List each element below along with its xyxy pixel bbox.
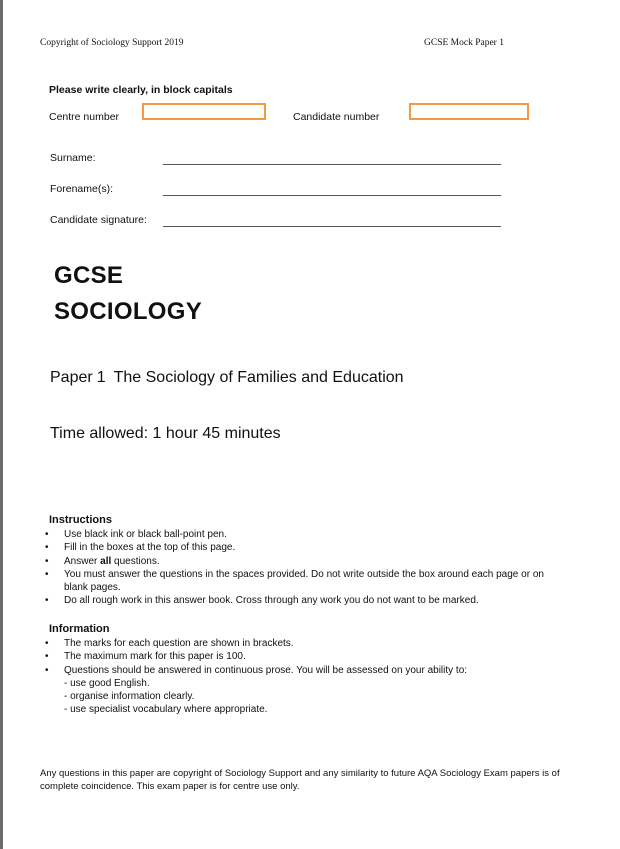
surname-line[interactable] xyxy=(163,164,501,165)
list-item: • Answer all questions. xyxy=(45,555,160,567)
exam-title xyxy=(54,258,202,330)
exam-title-line1: GCSE xyxy=(54,262,124,289)
header-copyright: Copyright of Sociology Support 2019 xyxy=(40,38,184,48)
information-heading: Information xyxy=(49,623,110,635)
centre-number-label: Centre number xyxy=(49,111,120,123)
sub-list-item: - use good English. xyxy=(64,677,150,689)
paper-title xyxy=(50,369,404,387)
bullet-icon: • xyxy=(45,529,49,540)
bullet-icon: • xyxy=(45,664,49,676)
header-paper-ref: GCSE Mock Paper 1 xyxy=(424,38,504,48)
forename-line[interactable] xyxy=(163,195,501,196)
list-item: • The maximum mark for this paper is 100. xyxy=(45,651,246,663)
footer-note: Any questions in this paper are copyright of Sociology Support and any similarity to future AQA Sociology Exam papers is of complete coincidence. This exam paper is for centre use only. xyxy=(40,768,560,792)
assessment-criteria-list xyxy=(64,677,570,717)
bullet-icon: • xyxy=(45,555,49,567)
bullet-icon: • xyxy=(45,568,49,580)
page-left-edge xyxy=(0,0,3,849)
centre-number-box[interactable] xyxy=(142,103,266,120)
sub-list-item: - use specialist vocabulary where appropriate. xyxy=(64,704,268,716)
bullet-icon: • xyxy=(45,595,49,607)
candidate-block-title: Please write clearly, in block capitals xyxy=(49,84,233,96)
instructions-list xyxy=(45,528,570,608)
surname-label: Surname: xyxy=(50,152,96,164)
paper-label: Paper xyxy=(50,369,93,386)
paper-number: 1 xyxy=(96,369,106,386)
list-item: • Use black ink or black ball-point pen. xyxy=(45,529,227,540)
list-item: • Questions should be answered in continuous prose. You will be assessed on your ability to: - use good English. - organise information clearly. - use specialist vocabulary where appropriate. xyxy=(45,664,570,717)
list-item: • You must answer the questions in the spaces provided. Do not write outside the box around each page or on blank pages. xyxy=(45,568,544,594)
list-item: • The marks for each question are shown in brackets. xyxy=(45,638,294,649)
bullet-icon: • xyxy=(45,651,49,663)
candidate-number-box[interactable] xyxy=(409,103,529,120)
sub-list-item: - organise information clearly. xyxy=(64,691,195,703)
information-list xyxy=(45,637,570,717)
bullet-icon: • xyxy=(45,542,49,554)
list-item: • Fill in the boxes at the top of this page. xyxy=(45,542,236,554)
exam-title-line2: SOCIOLOGY xyxy=(54,298,203,325)
signature-line[interactable] xyxy=(163,226,501,227)
bullet-icon: • xyxy=(45,638,49,649)
time-allowed: Time allowed: 1 hour 45 minutes xyxy=(50,425,281,442)
list-item: • Do all rough work in this answer book. Cross through any work you do not want to be marked. xyxy=(45,595,479,607)
paper-name: The Sociology of Families and Education xyxy=(113,369,404,386)
candidate-number-label: Candidate number xyxy=(293,111,380,123)
instructions-heading: Instructions xyxy=(49,514,112,526)
signature-label: Candidate signature: xyxy=(50,214,147,226)
forename-label: Forename(s): xyxy=(50,183,114,195)
